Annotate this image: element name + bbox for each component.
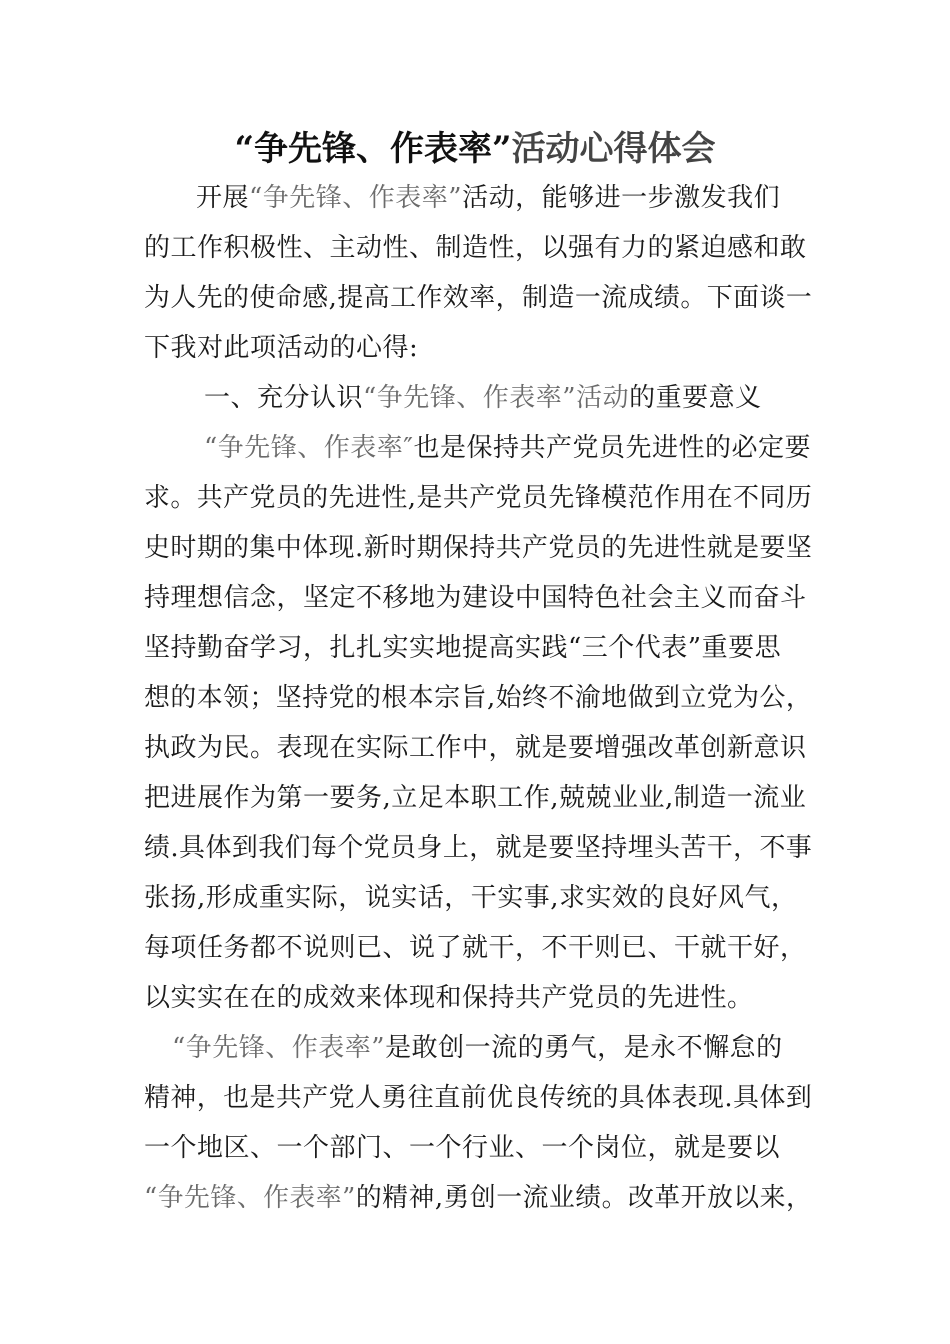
- paragraph-3-line-1: [172, 1024, 783, 1072]
- text-span: 开展: [196, 183, 250, 213]
- text-span: 的重要意义: [629, 383, 762, 413]
- quoted-span: “争先锋、作表率”活动: [363, 383, 630, 413]
- paragraph-1-line-4: 下我对此项活动的心得:: [144, 333, 419, 363]
- text-span: 一、充分认识: [204, 383, 364, 413]
- quoted-span: “争先锋、作表率”: [144, 1183, 356, 1213]
- text-span: 活动，能够进一步激发我们: [462, 183, 781, 213]
- paragraph-2-line-11: 每项任务都不说则已、说了就干，不干则已、干就干好，: [144, 933, 807, 963]
- paragraph-2-line-4: 持理想信念，坚定不移地为建设中国特色社会主义而奋斗: [144, 583, 807, 613]
- paragraph-2-line-1: [204, 424, 811, 472]
- paragraph-1-line-3: 为人先的使命感,提高工作效率，制造一流成绩。下面谈一: [144, 283, 813, 313]
- text-span: 的精神,勇创一流业绩。改革开放以来，: [355, 1183, 813, 1213]
- paragraph-2-line-2: 求。共产党员的先进性,是共产党员先锋模范作用在不同历: [144, 483, 813, 513]
- quoted-span: “争先锋、作表率″: [204, 433, 414, 463]
- section-heading-1: [204, 374, 762, 422]
- quoted-span: “争先锋、作表率”: [172, 1033, 386, 1063]
- quoted-span: “争先锋、作表率”: [249, 183, 463, 213]
- paragraph-3-line-3: 一个地区、一个部门、一个行业、一个岗位，就是要以: [144, 1133, 781, 1163]
- paragraph-2-line-7: 执政为民。表现在实际工作中，就是要增强改革创新意识: [144, 733, 807, 763]
- paragraph-1-line-2: 的工作积极性、主动性、制造性，以强有力的紧迫感和敢: [144, 233, 807, 263]
- text-span: 也是保持共产党员先进性的必定要: [413, 433, 812, 463]
- paragraph-2-line-3: 史时期的集中体现.新时期保持共产党员的先进性就是要坚: [144, 533, 813, 563]
- paragraph-3-line-2: 精神，也是共产党人勇往直前优良传统的具体表现.具体到: [144, 1083, 813, 1113]
- paragraph-2-line-6: 想的本领；坚持党的根本宗旨,始终不渝地做到立党为公，: [144, 683, 813, 713]
- document-title: [0, 122, 950, 176]
- paragraph-2-line-10: 张扬,形成重实际，说实话，干实事,求实效的良好风气，: [144, 883, 798, 913]
- title-rest-part: 活动心得体会: [511, 129, 716, 169]
- text-span: 是敢创一流的勇气，是永不懈怠的: [385, 1033, 783, 1063]
- paragraph-2-line-5: 坚持勤奋学习，扎扎实实地提高实践“三个代表”重要思: [144, 633, 782, 663]
- title-quoted-part: “争先锋、作表率”: [234, 129, 512, 169]
- paragraph-2-line-12: 以实实在在的成效来体现和保持共产党员的先进性。: [144, 983, 754, 1013]
- paragraph-3-line-4: [144, 1174, 812, 1222]
- paragraph-2-line-9: 绩.具体到我们每个党员身上，就是要坚持埋头苦干，不事: [144, 833, 813, 863]
- paragraph-1-line-1: [196, 174, 780, 222]
- paragraph-2-line-8: 把进展作为第一要务,立足本职工作,兢兢业业,制造一流业: [144, 783, 807, 813]
